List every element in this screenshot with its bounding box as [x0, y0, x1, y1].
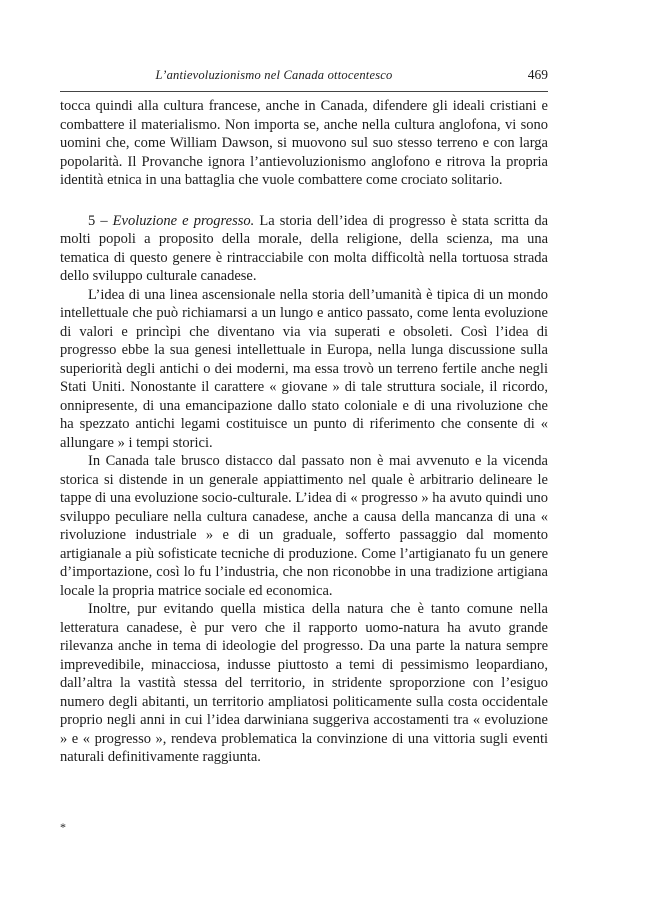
paragraph-3: L’idea di una linea ascensionale nella storia dell’umanità è tipica di un mondo intellettuale che può richiamarsi a un lungo e antico passato, come lenta evoluzione di valori e princìpi che diventano via via superati e obsoleti. Così l’idea di progresso ebbe la sua genesi intellettuale in Europa, nella lunga discussione sulla superiorità degli antichi o dei moderni, ma essa trovò un terreno fertile anche negli Stati Uniti. Nonostante il carattere « giovane » di tale struttura sociale, il ricordo, onnipresente, di una emancipazione dallo stato coloniale e di una rivoluzione che ha spezzato antichi legami costituisce un punto di riferimento che consente di « allungare » i tempi storici. [60, 286, 548, 451]
paragraph-2-text: La storia dell’idea di progresso è stata scritta da molti popoli a proposito della morale, della religione, della scienza, ma una tematica di questo genere è rintracciabile con molta difficoltà nella tortuosa strada dello sviluppo culturale canadese. [60, 212, 549, 284]
paragraph-2 [60, 212, 548, 286]
paragraph-5: Inoltre, pur evitando quella mistica della natura che è tanto comune nella letteratura canadese, è pur vero che il rapporto uomo-natura ha avuto grande rilevanza anche in tema di ideologie del progresso. Da una parte la natura sempre imprevedibile, minacciosa, indusse piuttosto a temi di pessimismo leopardiano, dall’altra la vastità stessa del territorio, in stridente sproporzione con l’esiguo numero degli abitanti, un territorio ampliatosi politicamente sulla costa occidentale proprio negli anni in cui l’idea darwiniana suggeriva accostamenti tra « evoluzione » e « progresso », rendeva problematica la convinzione di una vittoria sugli eventi naturali definitivamente raggiunta. [60, 601, 548, 765]
header-rule [60, 91, 548, 92]
running-header [60, 66, 548, 88]
section-spacer [60, 190, 548, 212]
section-title: Evoluzione e progresso. [112, 212, 255, 229]
paragraph-1: tocca quindi alla cultura francese, anche in Canada, difendere gli ideali cristiani e combattere il materialismo. Non importa se, anche nella cultura anglofona, vi sono uomini che, come William Dawson, si muovono sul suo stesso terreno e con larga popolarità. Il Provanche ignora l’antievoluzionismo anglofono e ritrova la propria identità etnica in una battaglia che vuole combattere come crociato solitario. [60, 98, 548, 188]
paragraph-4: In Canada tale brusco distacco dal passato non è mai avvenuto e la vicenda storica si distende in un generale appiattimento nel quale è arbitrario delineare le tappe di una evoluzione socio-culturale. L’idea di « progresso » ha avuto quindi uno sviluppo peculiare nella cultura canadese, anche a causa della mancanza di una « rivoluzione industriale » e di un graduale, sofferto passaggio dal momento artigianale a più sofisticate tecniche di produzione. Come l’artigianato fu un genere d’importazione, così lo fu l’industria, che non riconobbe in una tradizione artigiana locale la propria matrice sociale ed economica. [60, 453, 548, 599]
running-title: L’antievoluzionismo nel Canada ottocentesco [155, 68, 393, 82]
footnote-mark: * [60, 820, 66, 834]
body-text [60, 97, 548, 767]
section-number: 5 – [88, 212, 113, 229]
section-heading [88, 213, 254, 229]
page-number: 469 [527, 67, 548, 82]
